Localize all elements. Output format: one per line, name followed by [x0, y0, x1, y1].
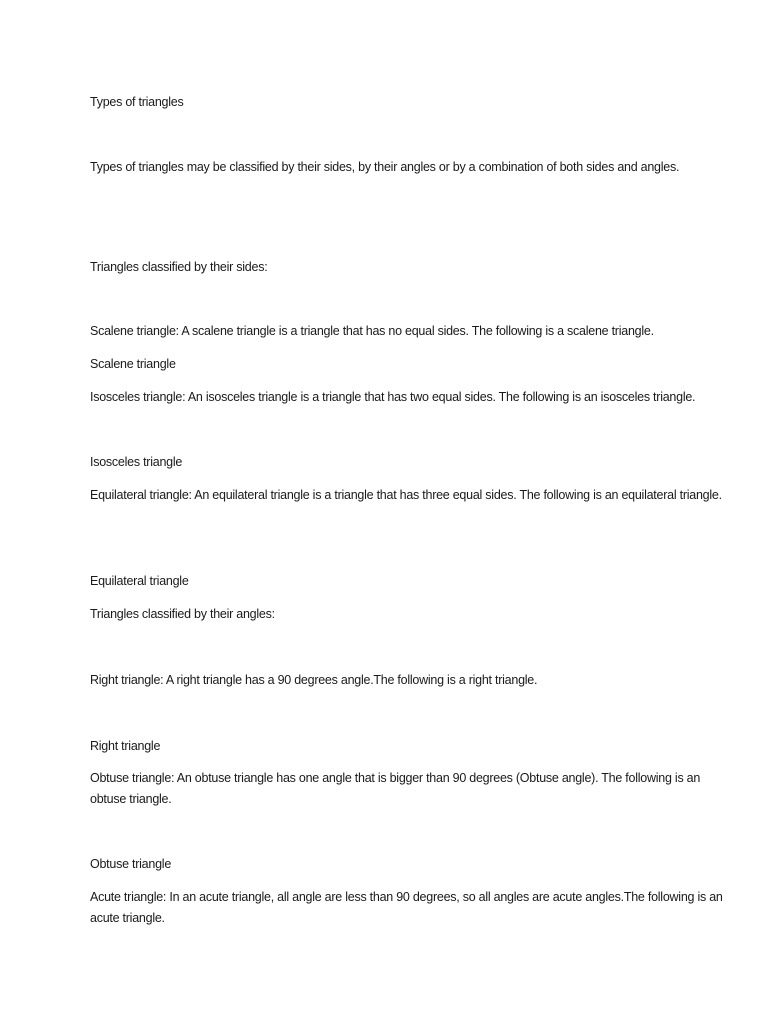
right-caption: Right triangle [90, 739, 161, 753]
right-definition: Right triangle: A right triangle has a 90 degrees angle.The following is a right triangle. [90, 673, 538, 687]
document-title: Types of triangles [90, 95, 184, 109]
sides-heading: Triangles classified by their sides: [90, 260, 268, 274]
angles-heading: Triangles classified by their angles: [90, 607, 275, 621]
intro-paragraph: Types of triangles may be classified by their sides, by their angles or by a combination of both sides and angles. [90, 160, 680, 174]
scalene-caption: Scalene triangle [90, 357, 176, 371]
isosceles-definition: Isosceles triangle: An isosceles triangle is a triangle that has two equal sides. The following is an isosceles triangle. [90, 390, 696, 404]
equilateral-definition: Equilateral triangle: An equilateral triangle is a triangle that has three equal sides. The following is an equilateral triangle. [90, 488, 722, 502]
obtuse-definition: Obtuse triangle: An obtuse triangle has one angle that is bigger than 90 degrees (Obtuse angle). The following is an obtuse triangle. [90, 771, 701, 806]
equilateral-caption: Equilateral triangle [90, 574, 189, 588]
isosceles-caption: Isosceles triangle [90, 455, 183, 469]
obtuse-caption: Obtuse triangle [90, 857, 172, 871]
scalene-definition: Scalene triangle: A scalene triangle is a triangle that has no equal sides. The following is a scalene triangle. [90, 324, 654, 338]
acute-definition: Acute triangle: In an acute triangle, all angle are less than 90 degrees, so all angles are acute angles.The following is an acute triangle. [90, 890, 723, 925]
